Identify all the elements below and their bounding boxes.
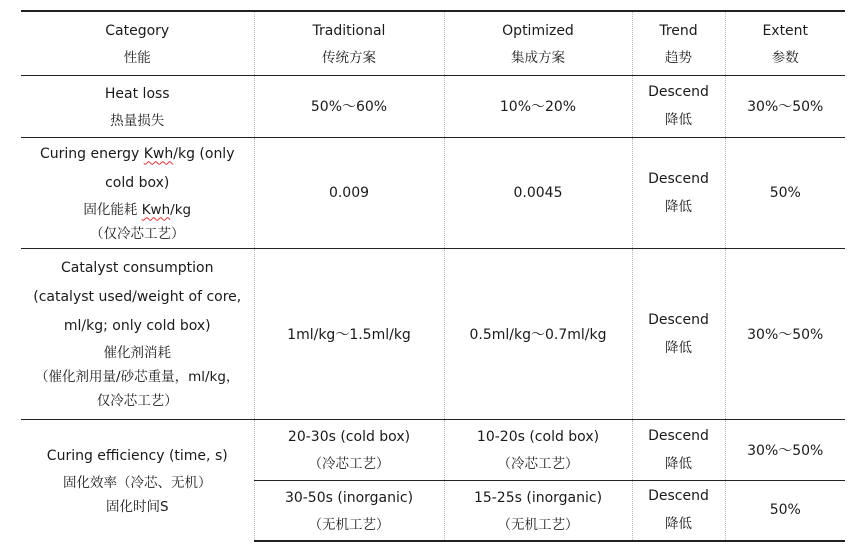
- curing-efficiency-category-en: Curing efficiency (time, s): [46, 447, 228, 464]
- header-traditional-en: Traditional: [312, 22, 386, 39]
- catalyst-category-en-line1: Catalyst consumption: [61, 260, 214, 276]
- cell-curing-energy-category: [21, 137, 254, 248]
- catalyst-category-zh-line3: 仅冷芯工艺）: [96, 393, 178, 409]
- header-optimized: [444, 11, 632, 75]
- row-heat-loss: [21, 75, 845, 137]
- header-traditional: [254, 11, 444, 75]
- cell-curing-efficiency-category: [21, 419, 254, 541]
- inorganic-traditional-en: 30-50s (inorganic): [284, 489, 414, 506]
- curing-energy-category-zh-line2: （仅冷芯工艺）: [90, 225, 185, 242]
- curing-energy-category-en-line1: [25, 140, 250, 169]
- header-extent: [725, 11, 845, 75]
- catalyst-category-en-line3: ml/kg; only cold box): [63, 318, 211, 334]
- cell-heat-loss-category: [21, 75, 254, 137]
- curing-energy-trend-zh: 降低: [665, 198, 692, 215]
- cold-trend-zh: 降低: [665, 455, 692, 472]
- header-trend-en: Trend: [659, 22, 698, 39]
- cell-cold-trend: [632, 419, 725, 480]
- cell-cold-extent: 30%～50%: [725, 419, 845, 480]
- curing-energy-text-a: Curing energy: [39, 145, 144, 162]
- cell-curing-energy-extent: 50%: [725, 137, 845, 248]
- cell-catalyst-traditional: 1ml/kg～1.5ml/kg: [254, 248, 444, 419]
- cold-traditional-zh: （冷芯工艺）: [308, 456, 390, 472]
- curing-energy-category-zh-line1: [25, 198, 250, 222]
- comparison-table-container: [21, 10, 845, 542]
- curing-energy-zh-a: 固化能耗: [83, 201, 142, 218]
- cell-curing-energy-trend: [632, 137, 725, 248]
- cell-curing-energy-traditional: 0.009: [254, 137, 444, 248]
- cell-heat-loss-optimized: 10%～20%: [444, 75, 632, 137]
- cold-traditional-en: 20-30s (cold box): [287, 429, 411, 445]
- catalyst-trend-zh: 降低: [665, 339, 692, 356]
- header-category: [21, 11, 254, 75]
- heat-loss-trend-en: Descend: [648, 84, 709, 100]
- header-traditional-zh: 传统方案: [322, 49, 376, 66]
- heat-loss-category-en: Heat loss: [104, 85, 170, 102]
- header-trend: [632, 11, 725, 75]
- header-trend-zh: 趋势: [665, 49, 692, 66]
- comparison-table: [21, 10, 845, 542]
- inorganic-optimized-en: 15-25s (inorganic): [473, 489, 603, 506]
- curing-energy-category-en-line2: cold box): [105, 174, 170, 191]
- catalyst-trend-en: Descend: [648, 311, 709, 328]
- cold-optimized-en: 10-20s (cold box): [476, 429, 600, 445]
- row-curing-efficiency-cold: [21, 419, 845, 480]
- cell-inorganic-optimized: [444, 480, 632, 541]
- heat-loss-trend-zh: 降低: [665, 112, 692, 128]
- catalyst-category-en-line2: (catalyst used/weight of core,: [33, 289, 242, 305]
- curing-efficiency-category-zh-line2: 固化时间S: [105, 498, 169, 515]
- cold-optimized-zh: （冷芯工艺）: [497, 456, 579, 472]
- inorganic-trend-en: Descend: [648, 488, 709, 505]
- heat-loss-category-zh: 热量损失: [110, 112, 165, 129]
- curing-energy-kwh-zh: Kwh: [141, 201, 171, 218]
- cell-inorganic-extent: 50%: [725, 480, 845, 541]
- curing-energy-kwh-en: Kwh: [143, 145, 174, 162]
- header-category-en: Category: [105, 22, 170, 39]
- row-curing-energy: [21, 137, 845, 248]
- header-optimized-en: Optimized: [502, 22, 574, 39]
- cell-inorganic-traditional: [254, 480, 444, 541]
- cell-catalyst-optimized: 0.5ml/kg～0.7ml/kg: [444, 248, 632, 419]
- cell-curing-energy-optimized: 0.0045: [444, 137, 632, 248]
- cell-cold-traditional: [254, 419, 444, 480]
- header-row: [21, 11, 845, 75]
- curing-energy-text-b: /kg (only: [173, 145, 235, 162]
- inorganic-optimized-zh: （无机工艺）: [497, 516, 579, 533]
- row-catalyst: [21, 248, 845, 419]
- cell-catalyst-trend: [632, 248, 725, 419]
- header-category-zh: 性能: [123, 49, 151, 66]
- cell-heat-loss-extent: 30%～50%: [725, 75, 845, 137]
- header-optimized-zh: 集成方案: [511, 49, 565, 66]
- catalyst-category-zh-line2: （催化剂用量/砂芯重量，ml/kg，: [35, 369, 240, 385]
- cell-heat-loss-traditional: 50%～60%: [254, 75, 444, 137]
- curing-energy-zh-b: /kg: [170, 201, 192, 218]
- cell-inorganic-trend: [632, 480, 725, 541]
- header-extent-en: Extent: [762, 22, 809, 39]
- curing-energy-trend-en: Descend: [648, 170, 709, 187]
- cell-catalyst-extent: 30%～50%: [725, 248, 845, 419]
- cell-cold-optimized: [444, 419, 632, 480]
- catalyst-category-zh-line1: 催化剂消耗: [103, 345, 171, 361]
- inorganic-trend-zh: 降低: [665, 516, 692, 533]
- header-extent-zh: 参数: [771, 49, 799, 66]
- cold-trend-en: Descend: [648, 427, 709, 444]
- inorganic-traditional-zh: （无机工艺）: [308, 516, 390, 533]
- cell-heat-loss-trend: [632, 75, 725, 137]
- cell-catalyst-category: [21, 248, 254, 419]
- curing-efficiency-category-zh-line1: 固化效率（冷芯、无机）: [63, 474, 212, 491]
